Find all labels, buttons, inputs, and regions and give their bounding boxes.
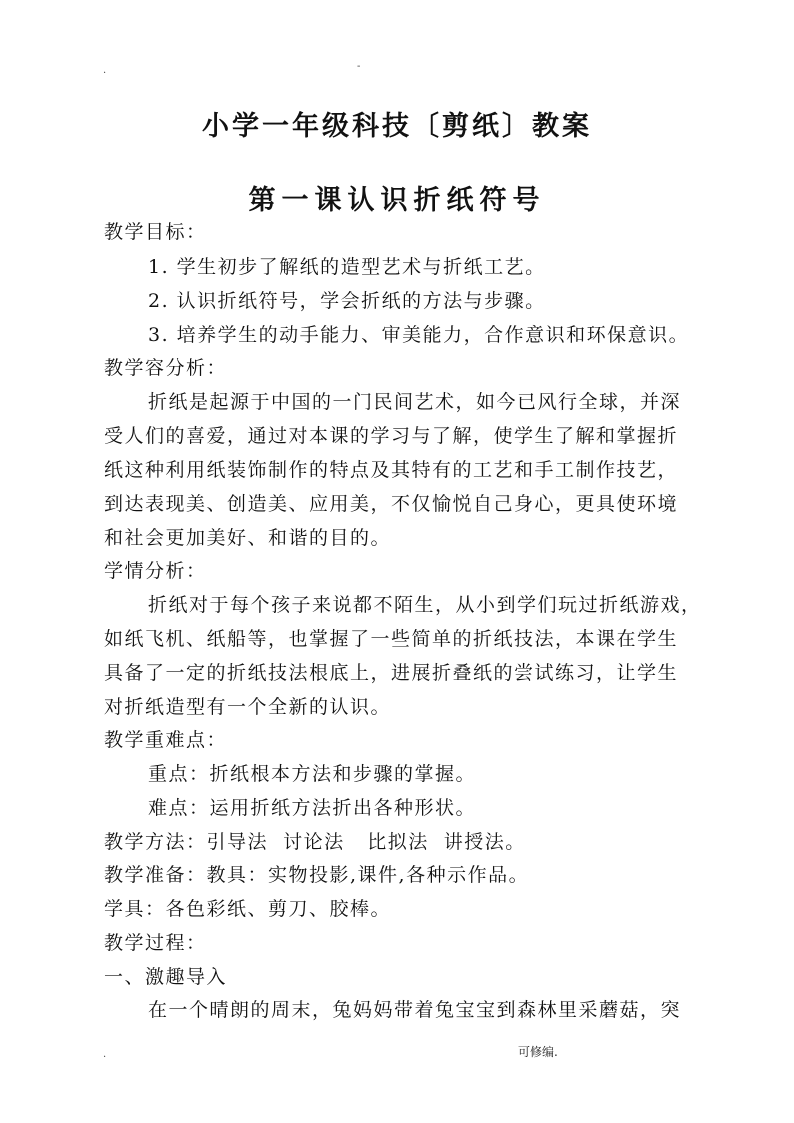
objective-item: 2. 认识折纸符号，学会折纸的方法与步骤。 <box>148 290 546 312</box>
key-point-focus: 重点：折纸根本方法和步骤的掌握。 <box>148 763 477 785</box>
learner-analysis-line: 具备了一定的折纸技法根底上，进展折叠纸的尝试练习，让学生 <box>104 662 679 684</box>
process-step-heading: 一、激趣导入 <box>104 966 228 988</box>
process-step-text: 在一个晴朗的周末，兔妈妈带着兔宝宝到森林里采蘑菇，突 <box>148 999 682 1021</box>
teaching-preparation: 教学准备：教具：实物投影,课件,各种示作品。 <box>104 864 530 886</box>
key-point-difficulty: 难点：运用折纸方法折出各种形状。 <box>148 797 477 819</box>
content-analysis-line: 受人们的喜爱，通过对本课的学习与了解，使学生了解和掌握折 <box>104 425 679 447</box>
document-title: 小学一年级科技〔剪纸〕教案 <box>202 111 592 142</box>
learner-analysis-line: 如纸飞机、纸船等，也掌握了一些简单的折纸技法，本课在学生 <box>104 628 679 650</box>
content-analysis-heading: 教学容分析： <box>104 357 228 379</box>
content-analysis-line: 折纸是起源于中国的一门民间艺术，如今已风行全球，并深 <box>148 391 682 413</box>
lesson-title: 第一课认识折纸符号 <box>248 185 546 216</box>
learner-analysis-line: 折纸对于每个孩子来说都不陌生，从小到学们玩过折纸游戏， <box>148 594 702 616</box>
content-analysis-line: 到达表现美、创造美、应用美，不仅愉悦自己身心，更具使环境 <box>104 493 679 515</box>
corner-mark-center: - <box>357 61 361 72</box>
student-tools: 学具：各色彩纸、剪刀、胶棒。 <box>104 898 392 920</box>
objective-item: 3. 培养学生的动手能力、审美能力，合作意识和环保意识。 <box>148 324 690 346</box>
objectives-heading: 教学目标： <box>104 221 207 243</box>
objective-item: 1. 学生初步了解纸的造型艺术与折纸工艺。 <box>148 256 546 278</box>
process-heading: 教学过程： <box>104 932 207 954</box>
footer-mark-left: . <box>103 1049 107 1060</box>
footer-note: 可修编. <box>518 1045 558 1059</box>
content-analysis-line: 纸这种利用纸装饰制作的特点及其特有的工艺和手工制作技艺， <box>104 459 679 481</box>
content-analysis-line: 和社会更加美好、和谐的目的。 <box>104 527 392 549</box>
learner-analysis-heading: 学情分析： <box>104 560 207 582</box>
teaching-methods: 教学方法：引导法 讨论法 比拟法 讲授法。 <box>104 831 526 853</box>
learner-analysis-line: 对折纸造型有一个全新的认识。 <box>104 696 392 718</box>
key-points-heading: 教学重难点： <box>104 729 228 751</box>
corner-mark-left: . <box>103 65 107 76</box>
